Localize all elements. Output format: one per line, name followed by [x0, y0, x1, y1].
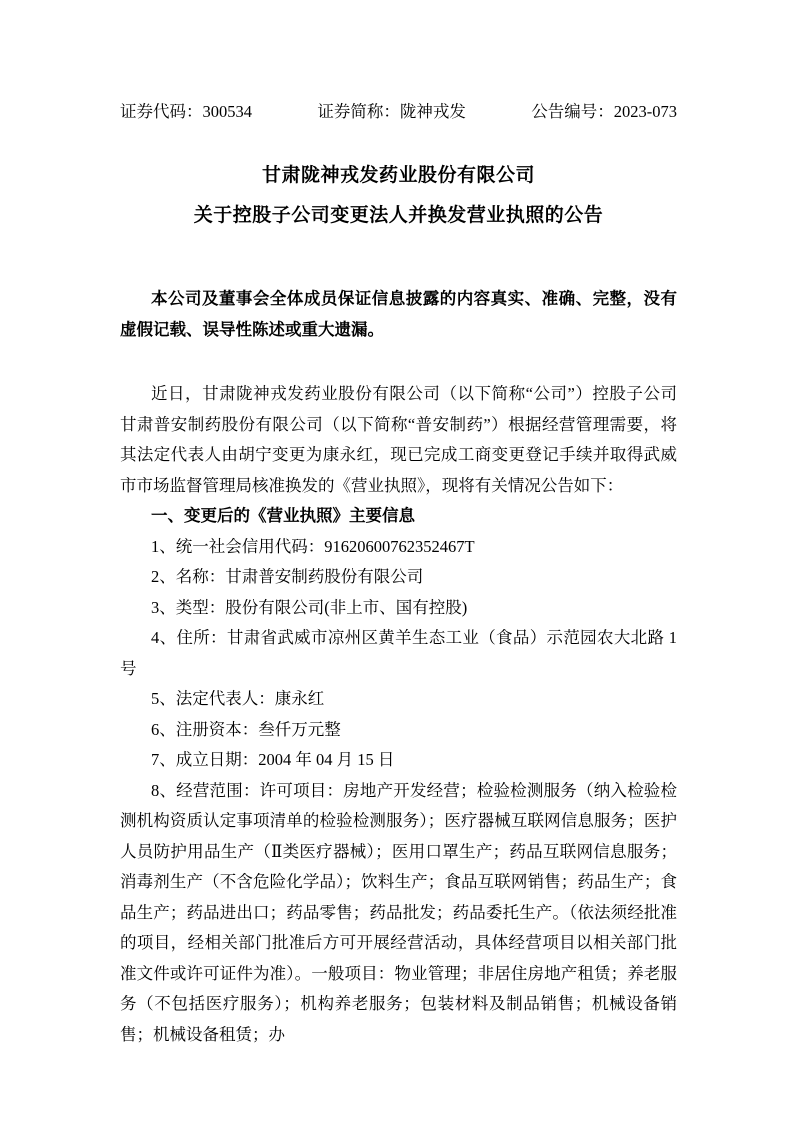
license-item-address: 4、住所：甘肃省武威市凉州区黄羊生态工业（食品）示范园农大北路 1 号 [120, 628, 677, 678]
license-item-type: 3、类型：股份有限公司(非上市、国有控股) [151, 597, 468, 617]
disclosure-statement: 本公司及董事会全体成员保证信息披露的内容真实、准确、完整，没有虚假记载、误导性陈述或重大遗漏。 [120, 289, 677, 339]
company-name-title: 甘肃陇神戎发药业股份有限公司 [261, 165, 535, 186]
license-item-name: 2、名称：甘肃普安制药股份有限公司 [151, 567, 424, 586]
section-heading-license-info: 一、变更后的《营业执照》主要信息 [151, 506, 415, 525]
license-item-registered-capital: 6、注册资本：叁仟万元整 [151, 719, 341, 739]
securities-header-row [120, 101, 677, 122]
stock-short-name-text: 证券简称：陇神戎发 [317, 102, 466, 121]
license-item-credit-code: 1、统一社会信用代码：91620600762352467T [151, 536, 475, 556]
stock-code-text: 证券代码：300534 [120, 102, 252, 121]
announcement-subject-title: 关于控股子公司变更法人并换发营业执照的公告 [193, 205, 604, 226]
intro-paragraph: 近日，甘肃陇神戎发药业股份有限公司（以下简称“公司”）控股子公司甘肃普安制药股份有限公司（以下简称“普安制药”）根据经营管理需要，将其法定代表人由胡宁变更为康永红，现已完成工商变更登记手续并取得武威市市场监督管理局核准换发的《营业执照》，现将有关情况公告如下： [120, 384, 677, 495]
license-item-business-scope: 8、经营范围：许可项目：房地产开发经营；检验检测服务（纳入检验检测机构资质认定事项清单的检验检测服务）；医疗器械互联网信息服务；医护人员防护用品生产（Ⅱ类医疗器械）；医用口罩生产；药品互联网信息服务；消毒剂生产（不含危险化学品）；饮料生产；食品互联网销售；药品生产；食品生产；药品进出口；药品零售；药品批发；药品委托生产。（依法须经批准的项目，经相关部门批准后方可开展经营活动，具体经营项目以相关部门批准文件或许可证件为准）。一般项目：物业管理；非居住房地产租赁；养老服务（不包括医疗服务）；机构养老服务；包装材料及制品销售；机械设备销售；机械设备租赁；办 [120, 780, 677, 1044]
license-item-legal-representative: 5、法定代表人：康永红 [151, 689, 325, 708]
announcement-number-text: 公告编号：2023-073 [531, 102, 677, 121]
license-item-establishment-date: 7、成立日期：2004 年 04 月 15 日 [151, 750, 395, 769]
